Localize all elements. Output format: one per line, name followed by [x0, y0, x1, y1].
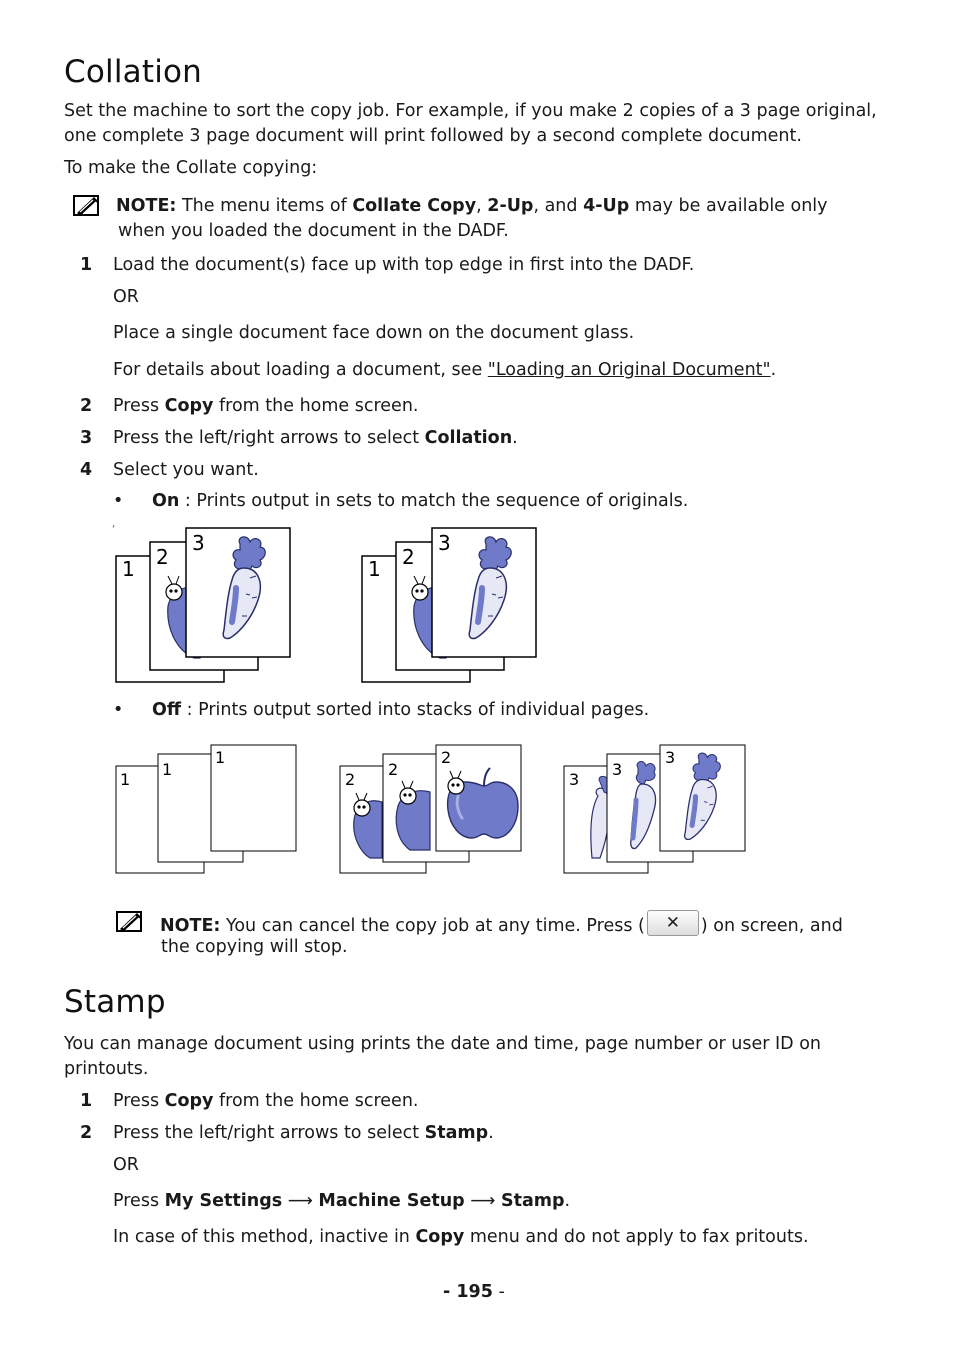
page-label: 2 — [345, 770, 356, 789]
bullet-dot: • — [113, 491, 124, 511]
note-cancel-line2: the copying will stop. — [161, 937, 348, 957]
svg-text:‘: ‘ — [112, 524, 116, 535]
step-number: 4 — [80, 460, 93, 480]
step-text: Press Copy from the home screen. — [113, 1091, 419, 1111]
note-cancel-line1: NOTE: You can cancel the copy job at any time. Press ( ✕ ) on screen, and — [160, 910, 843, 939]
step-number: 2 — [80, 1123, 93, 1143]
inactive-note-text: In case of this method, inactive in Copy menu and do not apply to fax pritouts. — [113, 1227, 809, 1247]
step-number: 1 — [80, 255, 93, 275]
or-text: OR — [113, 1155, 139, 1175]
page-label: 3 — [665, 748, 676, 767]
arrow-right-icon: ⟶ — [470, 1191, 496, 1211]
menu-path-text: Press My Settings ⟶ Machine Setup ⟶ Stamp. — [113, 1191, 571, 1211]
details-text: For details about loading a document, see "Loading an Original Document". — [113, 360, 777, 380]
collation-intro-line2: one complete 3 page document will print followed by a second complete document. — [64, 126, 802, 146]
stamp-intro-line1: You can manage document using prints the date and time, page number or user ID on — [64, 1034, 822, 1054]
bullet-off-text: Off : Prints output sorted into stacks of individual pages. — [152, 700, 650, 720]
page-label: 3 — [569, 770, 580, 789]
page-label: 1 — [215, 748, 226, 767]
page-label: 3 — [612, 760, 623, 779]
step-number: 3 — [80, 428, 93, 448]
stack-page-3 — [564, 745, 745, 873]
note-pencil-icon — [72, 194, 100, 218]
page-number: - 195 - — [443, 1282, 505, 1302]
note-pencil-icon — [115, 910, 143, 934]
page-label: 2 — [441, 748, 452, 767]
step-number: 1 — [80, 1091, 93, 1111]
arrow-right-icon: ⟶ — [287, 1191, 313, 1211]
step-number: 2 — [80, 396, 93, 416]
stamp-intro-line2: printouts. — [64, 1059, 149, 1079]
glass-text: Place a single document face down on the document glass. — [113, 323, 635, 343]
page-label: 1 — [120, 770, 131, 789]
or-text: OR — [113, 287, 139, 307]
note-collate-line1: NOTE: The menu items of Collate Copy, 2-Up, and 4-Up may be available only — [116, 196, 828, 216]
step-text: Select you want. — [113, 460, 259, 480]
close-icon: ✕ — [665, 913, 680, 933]
cancel-button[interactable] — [647, 910, 699, 936]
collated-output-illustration — [110, 520, 550, 688]
page-label: 2 — [388, 760, 399, 779]
bullet-dot: • — [113, 700, 124, 720]
stack-page-2 — [340, 745, 521, 873]
step-text: Press the left/right arrows to select Collation. — [113, 428, 518, 448]
uncollated-output-illustration — [110, 740, 750, 880]
stamp-heading: Stamp — [64, 984, 166, 1020]
page-label: 1 — [162, 760, 173, 779]
bullet-on-text: On : Prints output in sets to match the sequence of originals. — [152, 491, 689, 511]
collation-intro-line1: Set the machine to sort the copy job. For example, if you make 2 copies of a 3 page original, — [64, 101, 877, 121]
note-collate-line2: when you loaded the document in the DADF. — [118, 221, 509, 241]
step-text: Press the left/right arrows to select Stamp. — [113, 1123, 494, 1143]
loading-original-link[interactable]: "Loading an Original Document" — [487, 360, 771, 380]
step-text: Load the document(s) face up with top edge in first into the DADF. — [113, 255, 695, 275]
collation-intro-line3: To make the Collate copying: — [64, 158, 318, 178]
collation-heading: Collation — [64, 54, 203, 90]
step-text: Press Copy from the home screen. — [113, 396, 419, 416]
stack-page-1 — [116, 745, 296, 873]
